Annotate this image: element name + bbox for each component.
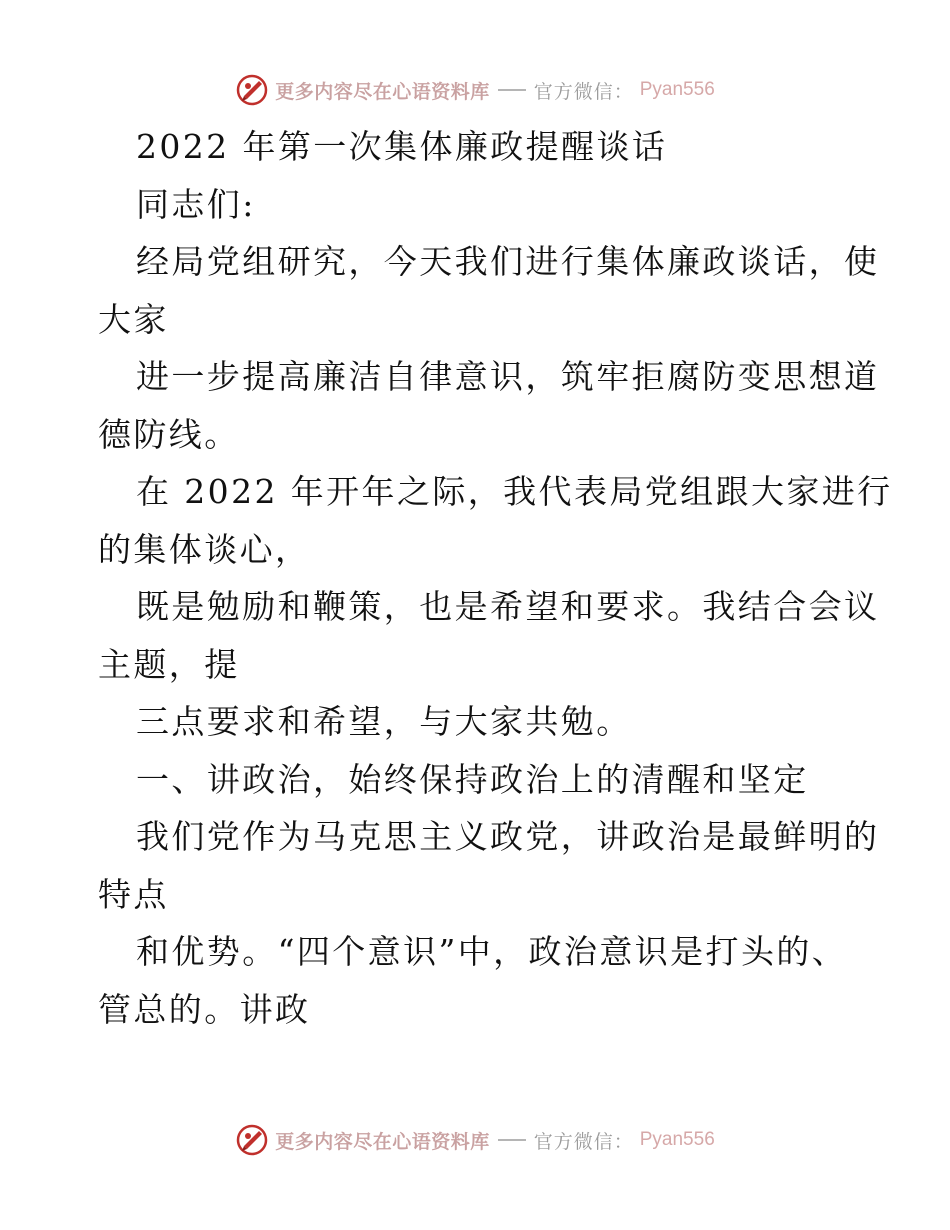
logo-icon: [235, 73, 269, 107]
text-line: 我们党作为马克思主义政党，讲政治是最鲜明的: [136, 817, 880, 856]
text-line: 和优势。“四个意识”中，政治意识是打头的、: [136, 932, 848, 971]
banner-main-text: 更多内容尽在心语资料库: [275, 1130, 490, 1153]
banner-id-text: Pyan556: [639, 1129, 715, 1150]
section-heading: 一、讲政治，始终保持政治上的清醒和坚定: [136, 759, 809, 799]
text-line: 进一步提高廉洁自律意识，筑牢拒腐防变思想道: [136, 357, 880, 396]
text-line: 经局党组研究，今天我们进行集体廉政谈话，使: [136, 242, 880, 281]
text-line: 的集体谈心，: [98, 529, 311, 569]
text-line: 三点要求和希望，与大家共勉。: [136, 702, 632, 741]
banner-dash: [498, 1139, 526, 1141]
text-line: 在 2022 年开年之际，我代表局党组跟大家进行: [136, 472, 893, 511]
banner-main-text: 更多内容尽在心语资料库: [275, 80, 490, 103]
text-line: 大家: [98, 299, 169, 339]
banner-sub-text: 官方微信：: [533, 1130, 634, 1153]
header-banner: [0, 70, 950, 110]
banner-sub-text: 官方微信：: [533, 80, 634, 103]
logo-icon: [235, 1123, 269, 1157]
banner-dash: [498, 89, 526, 91]
text-line: 管总的。讲政: [98, 989, 311, 1029]
text-line: 主题，提: [98, 644, 240, 684]
text-line: 德防线。: [98, 414, 240, 454]
footer-banner: [0, 1120, 950, 1160]
banner-id-text: Pyan556: [639, 79, 715, 100]
document-body: [98, 118, 893, 1038]
text-line: 同志们:: [136, 184, 256, 224]
text-line: 既是勉励和鞭策，也是希望和要求。我结合会议: [136, 587, 880, 626]
text-line: 特点: [98, 874, 169, 914]
document-title: 2022 年第一次集体廉政提醒谈话: [136, 127, 668, 166]
